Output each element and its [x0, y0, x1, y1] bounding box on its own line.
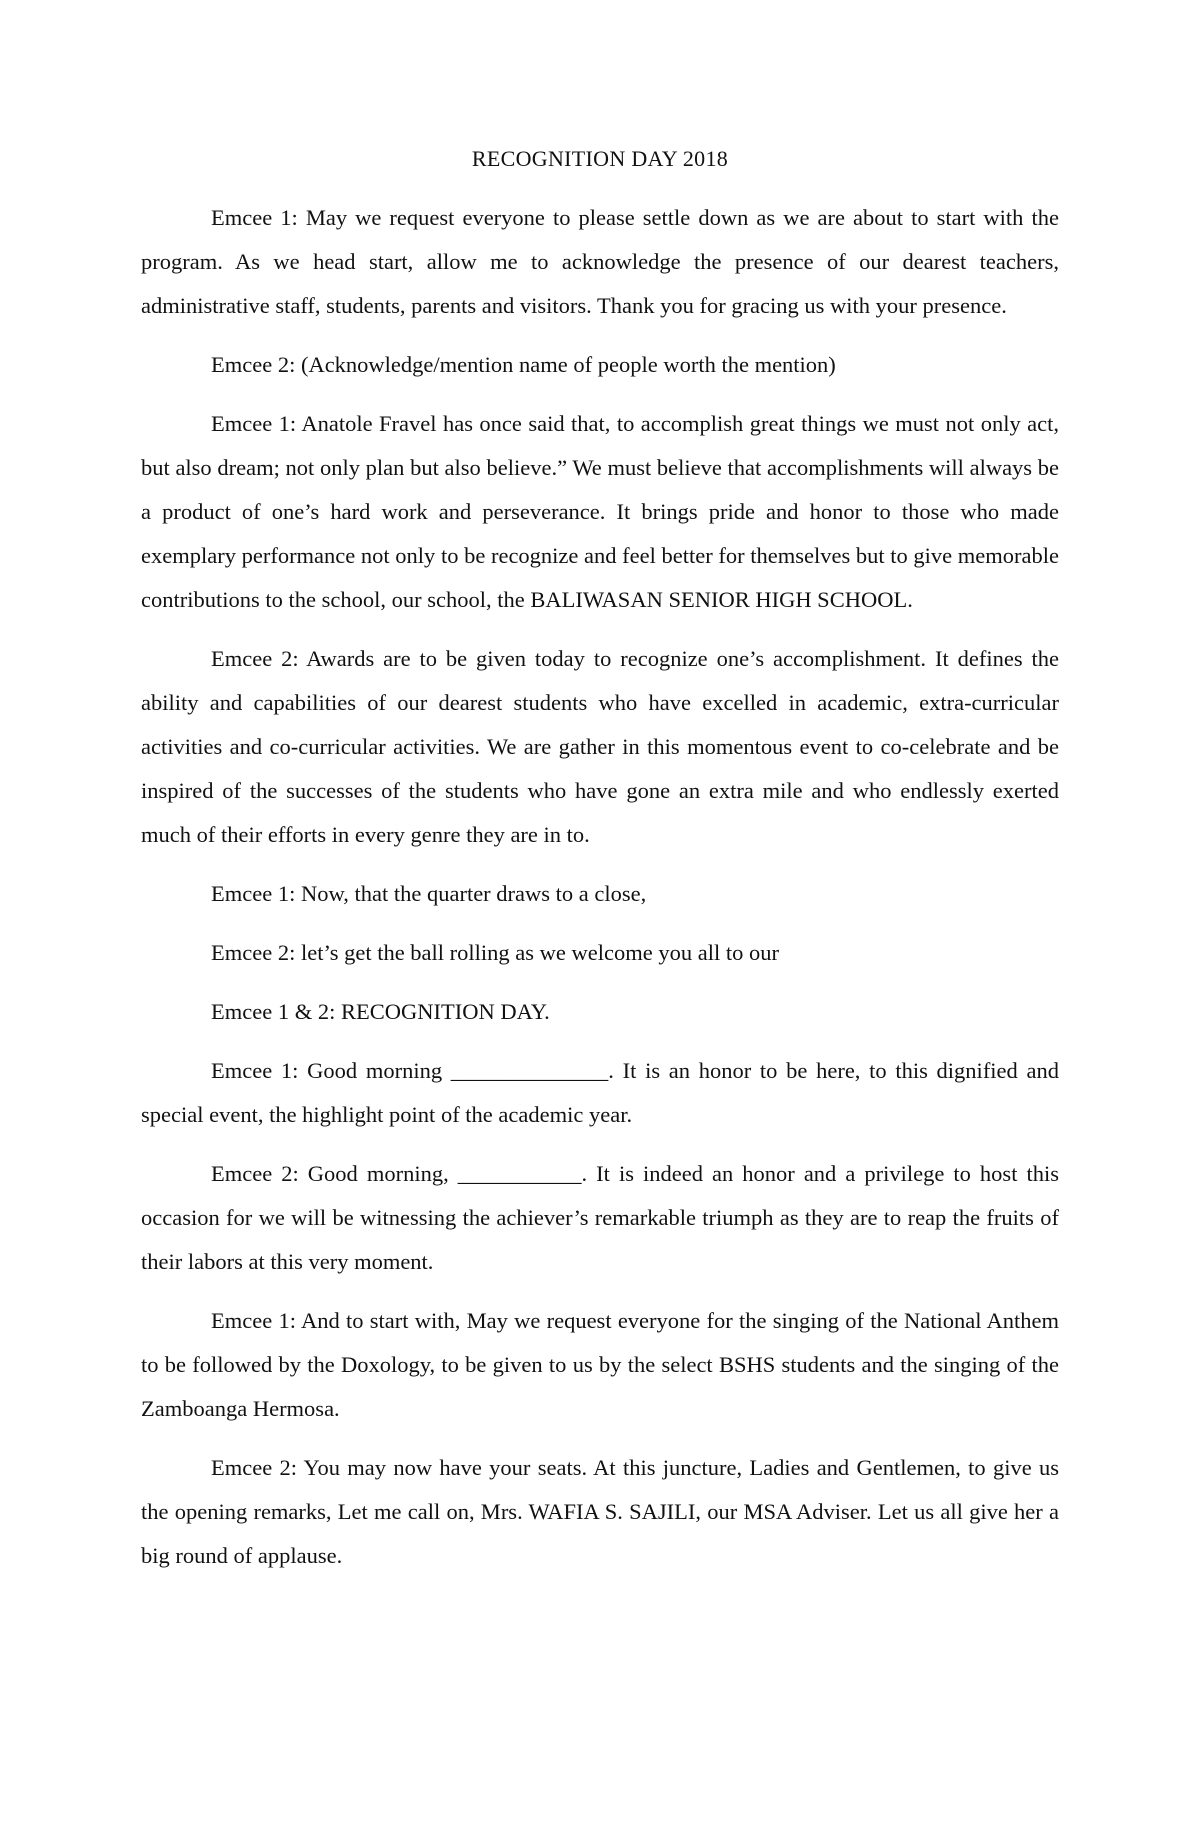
- paragraph-emcee1-greeting: Emcee 1: Good morning ______________. It is an honor to be here, to this dignified and special event, the highlight point of the academic year.: [141, 1058, 1059, 1127]
- paragraph-emcee2-welcome: Emcee 2: let’s get the ball rolling as we welcome you all to our: [211, 940, 779, 965]
- paragraph-emcee2-remarks: Emcee 2: You may now have your seats. At this juncture, Ladies and Gentlemen, to give us the opening remarks, Let me call on, Mrs. WAFIA S. SAJILI, our MSA Adviser. Let us all give her a big round of applause.: [141, 1455, 1059, 1568]
- paragraph-emcee2-greeting: Emcee 2: Good morning, ___________. It is indeed an honor and a privilege to host this occasion for we will be witnessing the achiever’s remarkable triumph as they are to reap the fruits of their labors at this very moment.: [141, 1161, 1059, 1274]
- paragraph-emcee1-anthem: Emcee 1: And to start with, May we request everyone for the singing of the National Anthem to be followed by the Doxology, to be given to us by the select BSHS students and the singing of the Zamboanga Hermosa.: [141, 1308, 1059, 1421]
- paragraph-emcee2-awards: Emcee 2: Awards are to be given today to recognize one’s accomplishment. It defines the ability and capabilities of our dearest students who have excelled in academic, extra-curricular activities and co-curricular activities. We are gather in this momentous event to co-celebrate and be inspired of the successes of the students who have gone an extra mile and who endlessly exerted much of their efforts in every genre they are in to.: [141, 646, 1059, 847]
- paragraph-emcee1-quote: Emcee 1: Anatole Fravel has once said that, to accomplish great things we must not only act, but also dream; not only plan but also believe.” We must believe that accomplishments will always be a product of one’s hard work and perseverance. It brings pride and honor to those who made exemplary performance not only to be recognize and feel better for themselves but to give memorable contributions to the school, our school, the BALIWASAN SENIOR HIGH SCHOOL.: [141, 411, 1059, 612]
- paragraph-emcee2-acknowledge: Emcee 2: (Acknowledge/mention name of people worth the mention): [211, 352, 836, 377]
- document-body: [141, 196, 1059, 1593]
- document-title: RECOGNITION DAY 2018: [471, 146, 729, 171]
- paragraph-emcee1-quarter: Emcee 1: Now, that the quarter draws to a close,: [211, 881, 647, 906]
- paragraph-emcee1-opening: Emcee 1: May we request everyone to please settle down as we are about to start with the program. As we head start, allow me to acknowledge the presence of our dearest teachers, administrative staff, students, parents and visitors. Thank you for gracing us with your presence.: [141, 205, 1059, 318]
- paragraph-emcee-both: Emcee 1 & 2: RECOGNITION DAY.: [211, 999, 550, 1024]
